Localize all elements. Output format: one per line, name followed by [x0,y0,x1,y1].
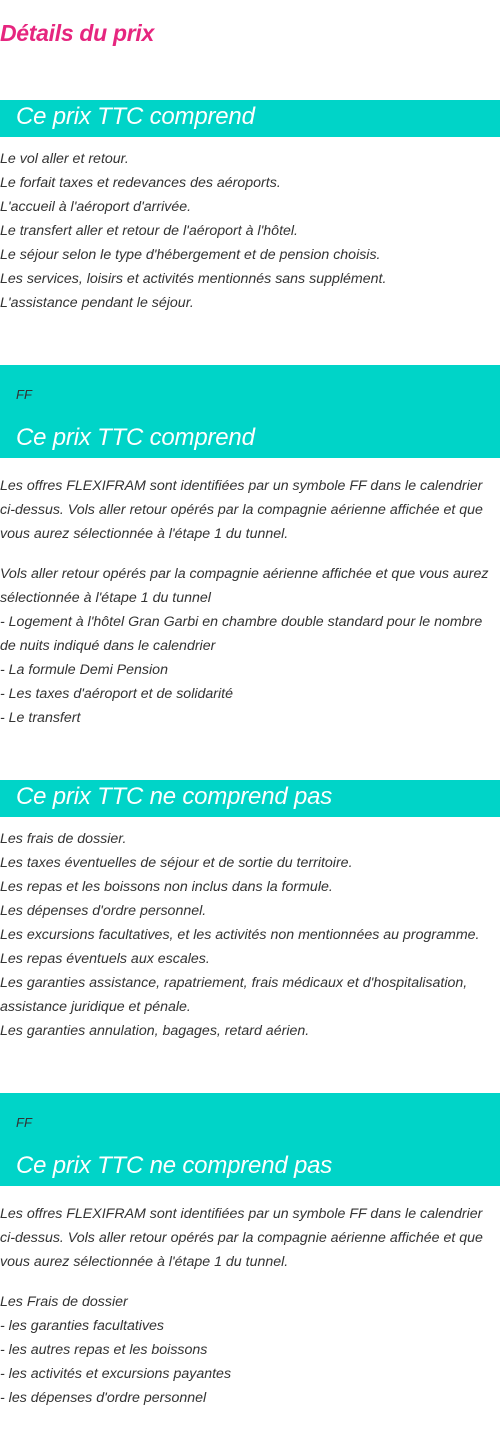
list-item: Les repas éventuels aux escales. [0,951,210,967]
flexifram-excludes-details [0,1290,500,1410]
section-header-flexifram-excludes [0,1093,500,1186]
list-item: Le transfert aller et retour de l'aéroport à l'hôtel. [0,223,298,239]
flexifram-includes-details [0,562,500,730]
list-item: Les garanties annulation, bagages, retard aérien. [0,1023,310,1039]
section-header-includes [0,100,500,137]
list-item: Les repas et les boissons non inclus dans la formule. [0,879,333,895]
list-item: Le vol aller et retour. [0,151,129,167]
list-item: sélectionnée à l'étape 1 du tunnel [0,590,211,606]
list-item: - La formule Demi Pension [0,662,168,678]
section-title: Ce prix TTC ne comprend pas [16,783,333,810]
section-title: Ce prix TTC comprend [16,424,255,451]
list-item: Le forfait taxes et redevances des aéroports. [0,175,281,191]
list-item: Les dépenses d'ordre personnel. [0,903,207,919]
section-title: Ce prix TTC ne comprend pas [16,1152,333,1179]
list-item: Les frais de dossier. [0,831,127,847]
list-item: Les Frais de dossier [0,1294,128,1310]
flexifram-intro: Les offres FLEXIFRAM sont identifiées par un symbole FF dans le calendrier ci-dessus. Vols aller retour opérés par la compagnie aérienne affichée et que vous aurez sélectionnée à l'étape 1 du tunnel. [0,478,483,542]
ff-badge: FF [16,1115,32,1130]
list-item: assistance juridique et pénale. [0,999,191,1015]
ff-badge: FF [16,387,32,402]
list-item: - les garanties facultatives [0,1318,165,1334]
page-title: Détails du prix [0,20,154,46]
includes-list [0,147,500,315]
list-item: - Le transfert [0,710,81,726]
flexifram-intro: Les offres FLEXIFRAM sont identifiées par un symbole FF dans le calendrier ci-dessus. Vols aller retour opérés par la compagnie aérienne affichée et que vous aurez sélectionnée à l'étape 1 du tunnel. [0,1206,483,1270]
list-item: Les excursions facultatives, et les activités non mentionnées au programme. [0,927,480,943]
list-item: Le séjour selon le type d'hébergement et de pension choisis. [0,247,381,263]
list-item: Les services, loisirs et activités mentionnés sans supplément. [0,271,387,287]
list-item: Les taxes éventuelles de séjour et de sortie du territoire. [0,855,353,871]
list-item: - les dépenses d'ordre personnel [0,1390,207,1406]
list-item: L'accueil à l'aéroport d'arrivée. [0,199,192,215]
list-item: - les activités et excursions payantes [0,1366,232,1382]
list-item: Vols aller retour opérés par la compagnie aérienne affichée et que vous aurez [0,566,489,582]
section-header-excludes [0,780,500,817]
list-item: - Les taxes d'aéroport et de solidarité [0,686,233,702]
list-item: - les autres repas et les boissons [0,1342,208,1358]
section-title: Ce prix TTC comprend [16,103,255,130]
excludes-list [0,827,500,1043]
list-item: de nuits indiqué dans le calendrier [0,638,216,654]
list-item: L'assistance pendant le séjour. [0,295,194,311]
list-item: - Logement à l'hôtel Gran Garbi en chambre double standard pour le nombre [0,614,483,630]
section-header-flexifram-includes [0,365,500,458]
list-item: Les garanties assistance, rapatriement, frais médicaux et d'hospitalisation, [0,975,468,991]
